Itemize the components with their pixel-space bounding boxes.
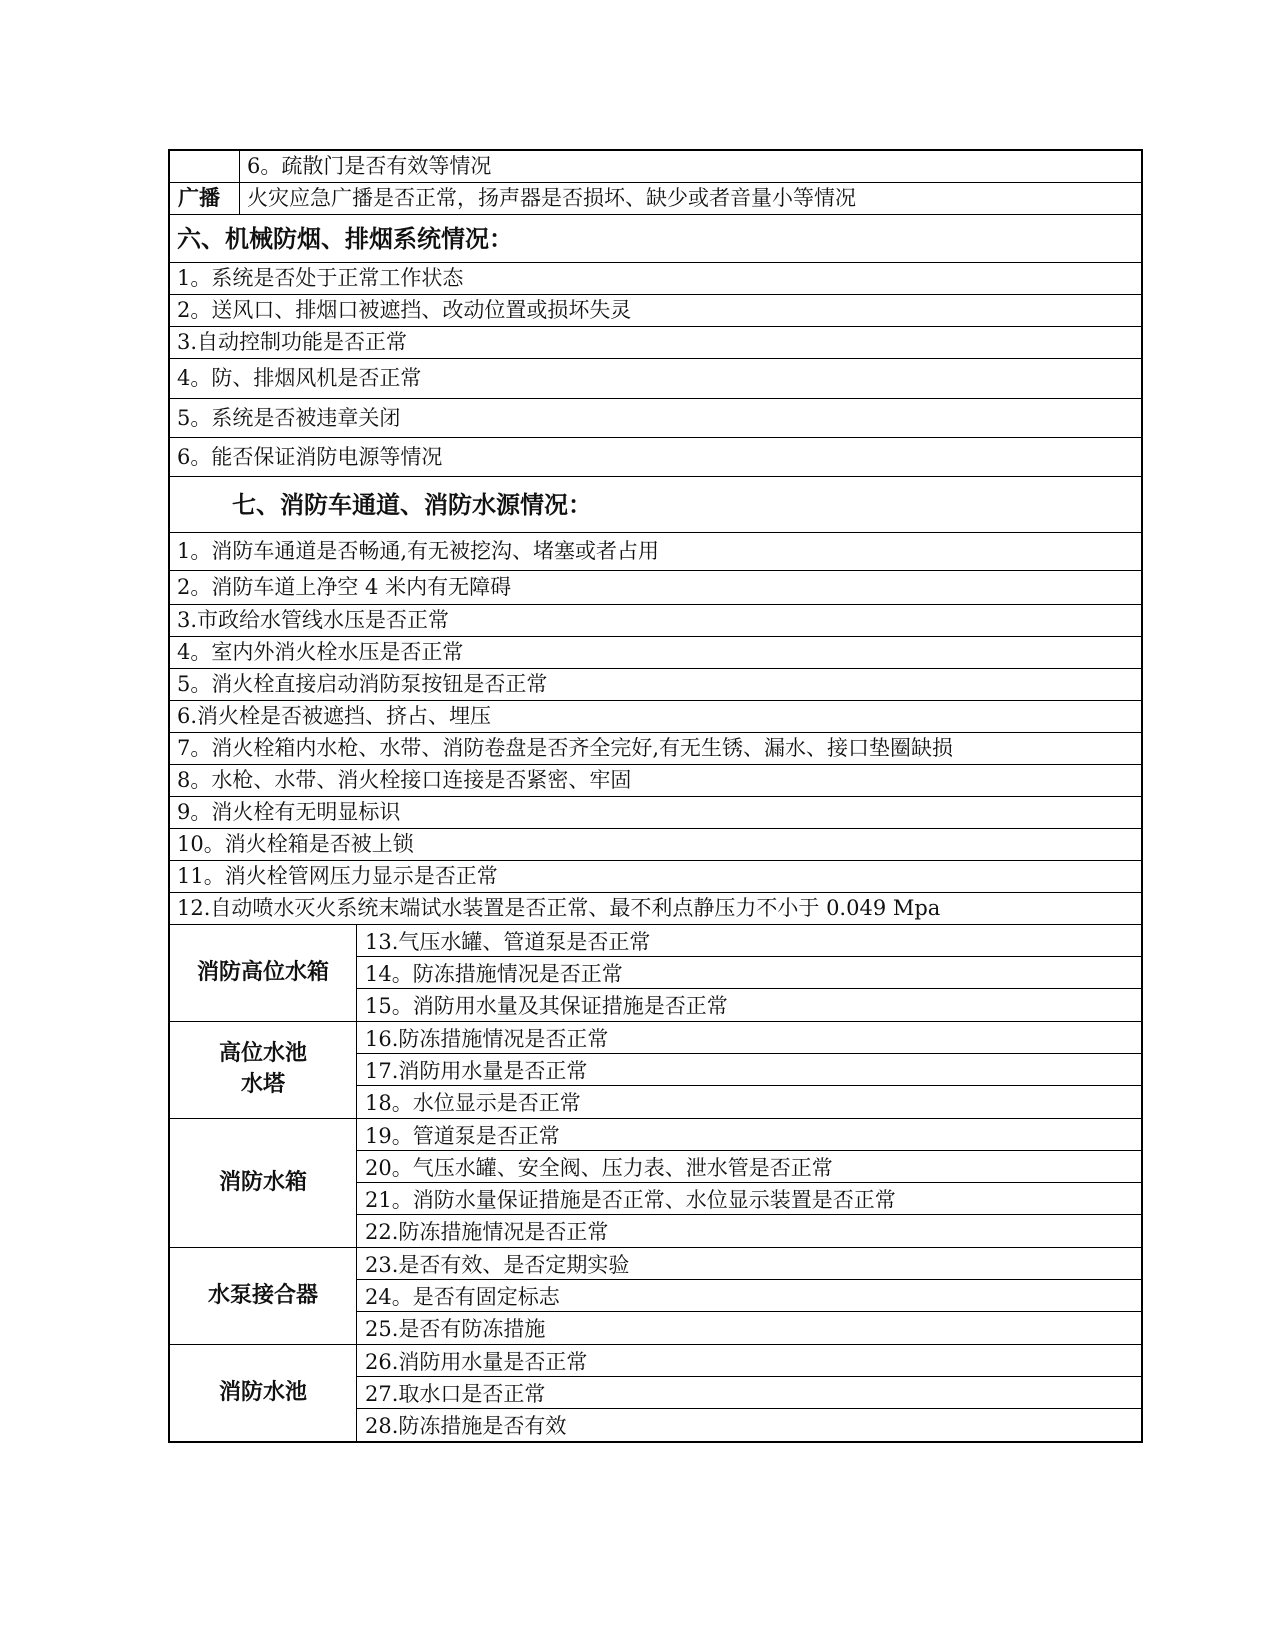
group-item: 22.防冻措施情况是否正常: [365, 1220, 609, 1244]
group-item: 16.防冻措施情况是否正常: [357, 1022, 1141, 1054]
section7-item: [170, 701, 1141, 733]
section7-item: [170, 765, 1141, 797]
section6-item-text: 3.自动控制功能是否正常: [177, 330, 408, 354]
group-item: 26.消防用水量是否正常: [357, 1345, 1141, 1377]
section7-item-text: 6.消火栓是否被遮挡、挤占、埋压: [177, 704, 492, 728]
section6-item-text: 1。系统是否处于正常工作状态: [177, 266, 464, 290]
section7-item: [170, 861, 1141, 893]
section6-item: [170, 359, 1141, 399]
section6-heading-row: [170, 215, 1141, 263]
group-high-water-tank: [170, 925, 1141, 1022]
group-label: 高位水池 水塔: [170, 1022, 357, 1118]
section7-item-text: 9。消火栓有无明显标识: [177, 800, 401, 824]
section7-item: [170, 797, 1141, 829]
section7-item: [170, 605, 1141, 637]
group-item: 14。防冻措施情况是否正常: [357, 957, 1141, 989]
section6-item: [170, 327, 1141, 359]
section6-heading: 六、机械防烟、排烟系统情况：: [177, 224, 513, 253]
section7-item: [170, 733, 1141, 765]
group-label: 消防水箱: [170, 1119, 357, 1247]
group-item: 28.防冻措施是否有效: [365, 1414, 567, 1438]
evacuation-row: [170, 151, 1141, 183]
group-item: 20。气压水罐、安全阀、压力表、泄水管是否正常: [357, 1151, 1141, 1183]
section7-item: [170, 637, 1141, 669]
group-label: 消防水池: [170, 1345, 357, 1441]
group-item: 19。管道泵是否正常: [357, 1119, 1141, 1151]
section7-item-text: 4。室内外消火栓水压是否正常: [177, 640, 464, 664]
section7-heading: 七、消防车通道、消防水源情况：: [232, 490, 592, 519]
evacuation-row-label: [170, 151, 240, 182]
group-item: 23.是否有效、是否定期实验: [357, 1248, 1141, 1280]
group-pump-adapter: [170, 1248, 1141, 1345]
section7-item: [170, 893, 1141, 925]
section7-item-text: 3.市政给水管线水压是否正常: [177, 608, 450, 632]
group-item: 13.气压水罐、管道泵是否正常: [357, 925, 1141, 957]
section6-item-text: 5。系统是否被违章关闭: [177, 405, 401, 430]
section6-item-text: 4。防、排烟风机是否正常: [177, 366, 422, 390]
group-fire-pool: [170, 1345, 1141, 1441]
section7-item: [170, 571, 1141, 605]
group-label: 消防高位水箱: [170, 925, 357, 1021]
group-item: 24。是否有固定标志: [357, 1280, 1141, 1312]
group-item: 15。消防用水量及其保证措施是否正常: [365, 994, 728, 1018]
section6-item: [170, 438, 1141, 477]
section7-item-text: 12.自动喷水灭火系统末端试水装置是否正常、最不利点静压力不小于 0.049 Mpa: [177, 896, 941, 920]
section7-item-text: 2。消防车道上净空 4 米内有无障碍: [177, 575, 512, 599]
inspection-table: [168, 149, 1143, 1443]
group-item: 25.是否有防冻措施: [365, 1317, 546, 1341]
section7-item: [170, 669, 1141, 701]
section6-item: [170, 399, 1141, 438]
section7-item-text: 10。消火栓箱是否被上锁: [177, 832, 414, 856]
section7-item-text: 8。水枪、水带、消火栓接口连接是否紧密、牢固: [177, 768, 632, 792]
group-high-pool-tower: [170, 1022, 1141, 1119]
section7-item-text: 11。消火栓管网压力显示是否正常: [177, 864, 498, 888]
section6-item-text: 2。送风口、排烟口被遮挡、改动位置或损坏失灵: [177, 298, 632, 322]
section6-item: [170, 295, 1141, 327]
section7-item-text: 1。消防车通道是否畅通,有无被挖沟、堵塞或者占用: [177, 539, 660, 563]
section7-heading-row: [170, 477, 1141, 533]
group-item: 21。消防水量保证措施是否正常、水位显示装置是否正常: [357, 1183, 1141, 1215]
group-label: 水泵接合器: [170, 1248, 357, 1344]
section7-item: [170, 533, 1141, 571]
broadcast-text: 火灾应急广播是否正常，扬声器是否损坏、缺少或者音量小等情况: [247, 186, 856, 210]
section6-item-text: 6。能否保证消防电源等情况: [177, 444, 443, 469]
broadcast-label: 广播: [170, 183, 240, 214]
evacuation-row-text: 6。疏散门是否有效等情况: [247, 154, 492, 178]
group-item: 18。水位显示是否正常: [365, 1091, 581, 1115]
section6-item: [170, 263, 1141, 295]
group-fire-water-tank: [170, 1119, 1141, 1248]
section7-item-text: 5。消火栓直接启动消防泵按钮是否正常: [177, 672, 548, 696]
group-item: 17.消防用水量是否正常: [357, 1054, 1141, 1086]
broadcast-row: [170, 183, 1141, 215]
group-item: 27.取水口是否正常: [357, 1377, 1141, 1409]
section7-item-text: 7。消火栓箱内水枪、水带、消防卷盘是否齐全完好,有无生锈、漏水、接口垫圈缺损: [177, 736, 954, 760]
section7-item: [170, 829, 1141, 861]
